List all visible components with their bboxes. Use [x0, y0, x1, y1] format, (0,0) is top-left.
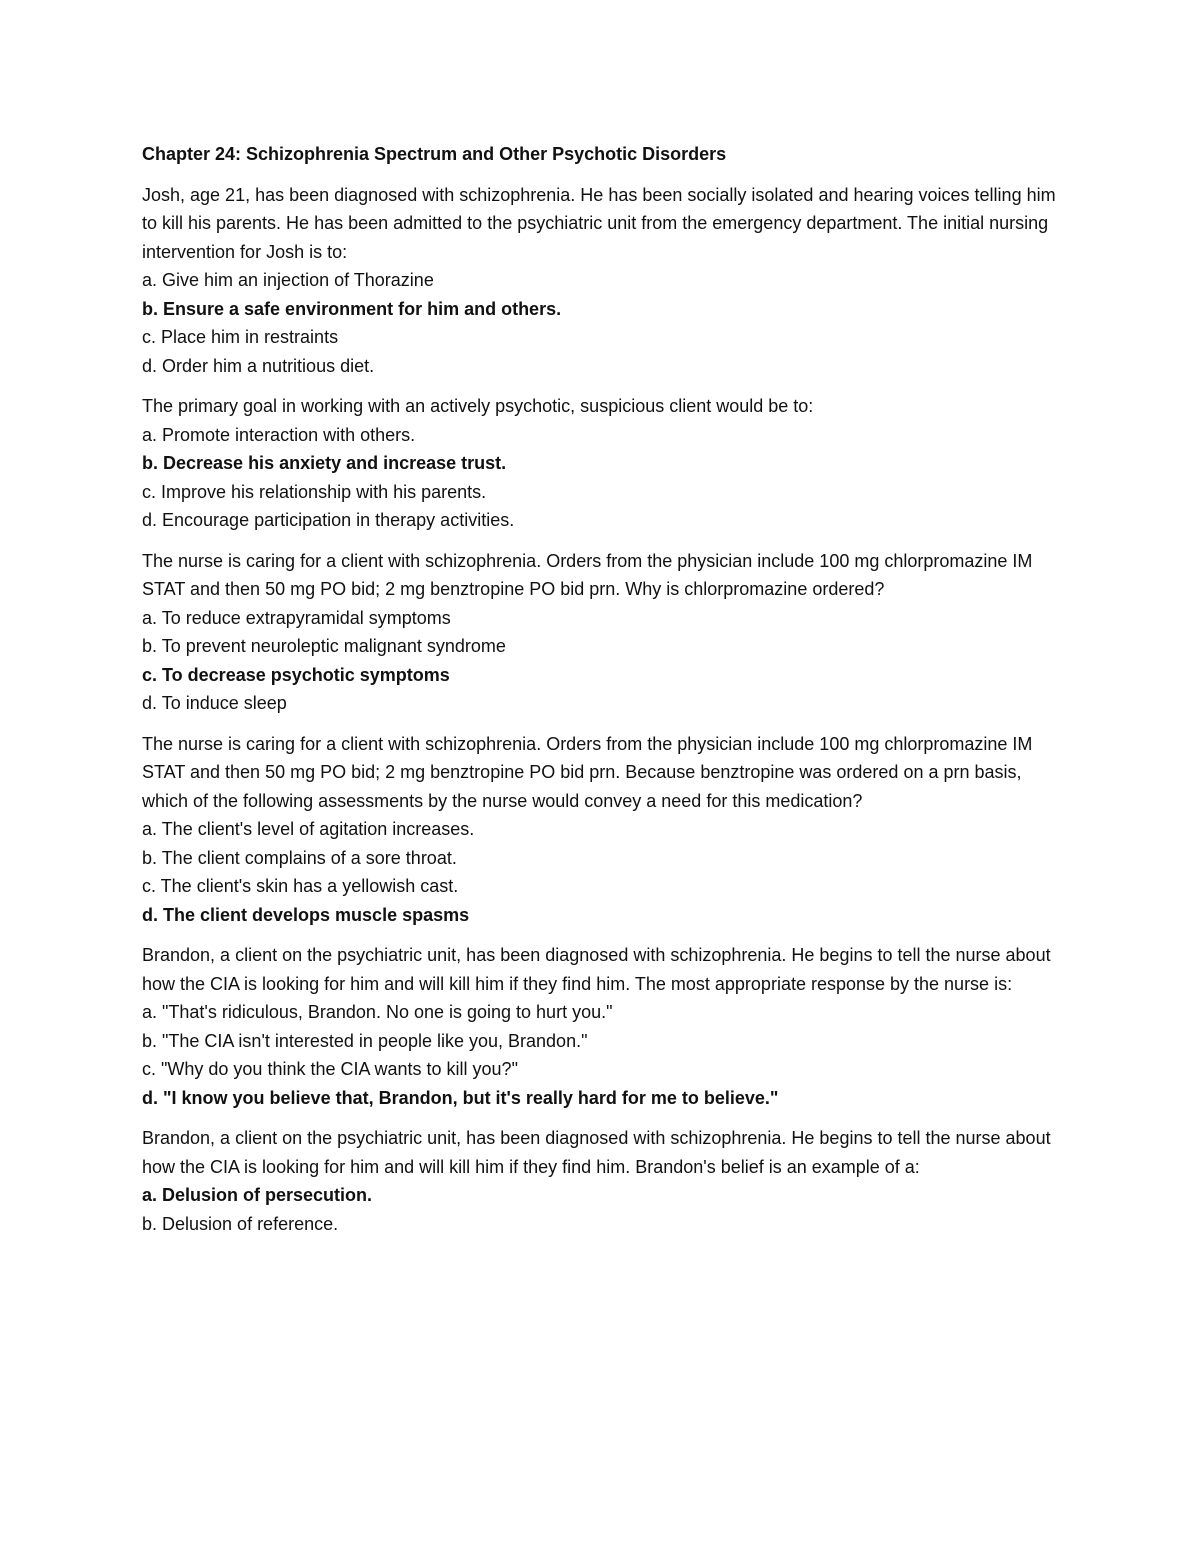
answer-options [142, 815, 1060, 929]
question-stem: The nurse is caring for a client with schizophrenia. Orders from the physician include 100 mg chlorpromazine IM STAT and then 50 mg PO bid; 2 mg benztropine PO bid prn. Why is chlorpromazine ordered? [142, 550, 1033, 599]
answer-option: b. To prevent neuroleptic malignant syndrome [142, 636, 506, 656]
question-block [142, 941, 1060, 1112]
answer-option: c. "Why do you think the CIA wants to kill you?" [142, 1059, 518, 1079]
answer-options [142, 1181, 1060, 1238]
answer-option: a. The client's level of agitation increases. [142, 819, 475, 839]
question-stem: The nurse is caring for a client with schizophrenia. Orders from the physician include 100 mg chlorpromazine IM STAT and then 50 mg PO bid; 2 mg benztropine PO bid prn. Because benztropine was ordered on a prn basis, which of the following assessments by the nurse would convey a need for this medication? [142, 733, 1033, 811]
answer-options [142, 421, 1060, 535]
answer-option-correct: d. The client develops muscle spasms [142, 904, 470, 925]
answer-option: d. To induce sleep [142, 693, 287, 713]
answer-option: a. "That's ridiculous, Brandon. No one is going to hurt you." [142, 1002, 613, 1022]
answer-option-correct: c. To decrease psychotic symptoms [142, 664, 450, 685]
question-stem: Brandon, a client on the psychiatric unit, has been diagnosed with schizophrenia. He begins to tell the nurse about how the CIA is looking for him and will kill him if they find him. Brandon's belief is an example of a: [142, 1128, 1051, 1177]
question-block [142, 547, 1060, 718]
answer-option: b. The client complains of a sore throat. [142, 847, 457, 868]
answer-options [142, 998, 1060, 1112]
answer-options [142, 266, 1060, 380]
question-block [142, 1124, 1060, 1238]
answer-options [142, 604, 1060, 718]
question-block [142, 730, 1060, 930]
answer-option: c. Place him in restraints [142, 327, 339, 347]
answer-option: d. Order him a nutritious diet. [142, 355, 375, 376]
answer-option: b. "The CIA isn't interested in people like you, Brandon." [142, 1030, 588, 1051]
question-list [142, 181, 1060, 1239]
answer-option-correct: b. Decrease his anxiety and increase trust. [142, 453, 507, 473]
answer-option: c. The client's skin has a yellowish cast. [142, 876, 459, 896]
answer-option-correct: d. "I know you believe that, Brandon, but it's really hard for me to believe." [142, 1087, 779, 1108]
answer-option: a. Promote interaction with others. [142, 424, 416, 445]
answer-option-correct: a. Delusion of persecution. [142, 1185, 373, 1205]
answer-option-correct: b. Ensure a safe environment for him and others. [142, 298, 562, 319]
answer-option: d. Encourage participation in therapy activities. [142, 510, 515, 530]
answer-option: a. Give him an injection of Thorazine [142, 270, 434, 290]
chapter-title: Chapter 24: Schizophrenia Spectrum and Other Psychotic Disorders [142, 144, 727, 164]
question-stem: The primary goal in working with an actively psychotic, suspicious client would be to: [142, 396, 814, 416]
answer-option: a. To reduce extrapyramidal symptoms [142, 607, 451, 628]
question-block [142, 392, 1060, 535]
answer-option: c. Improve his relationship with his parents. [142, 481, 487, 502]
question-block [142, 181, 1060, 381]
answer-option: b. Delusion of reference. [142, 1213, 339, 1234]
question-stem: Brandon, a client on the psychiatric unit, has been diagnosed with schizophrenia. He begins to tell the nurse about how the CIA is looking for him and will kill him if they find him. The most appropriate response by the nurse is: [142, 945, 1051, 994]
question-stem: Josh, age 21, has been diagnosed with schizophrenia. He has been socially isolated and hearing voices telling him to kill his parents. He has been admitted to the psychiatric unit from the emergency department. The initial nursing intervention for Josh is to: [142, 184, 1056, 262]
